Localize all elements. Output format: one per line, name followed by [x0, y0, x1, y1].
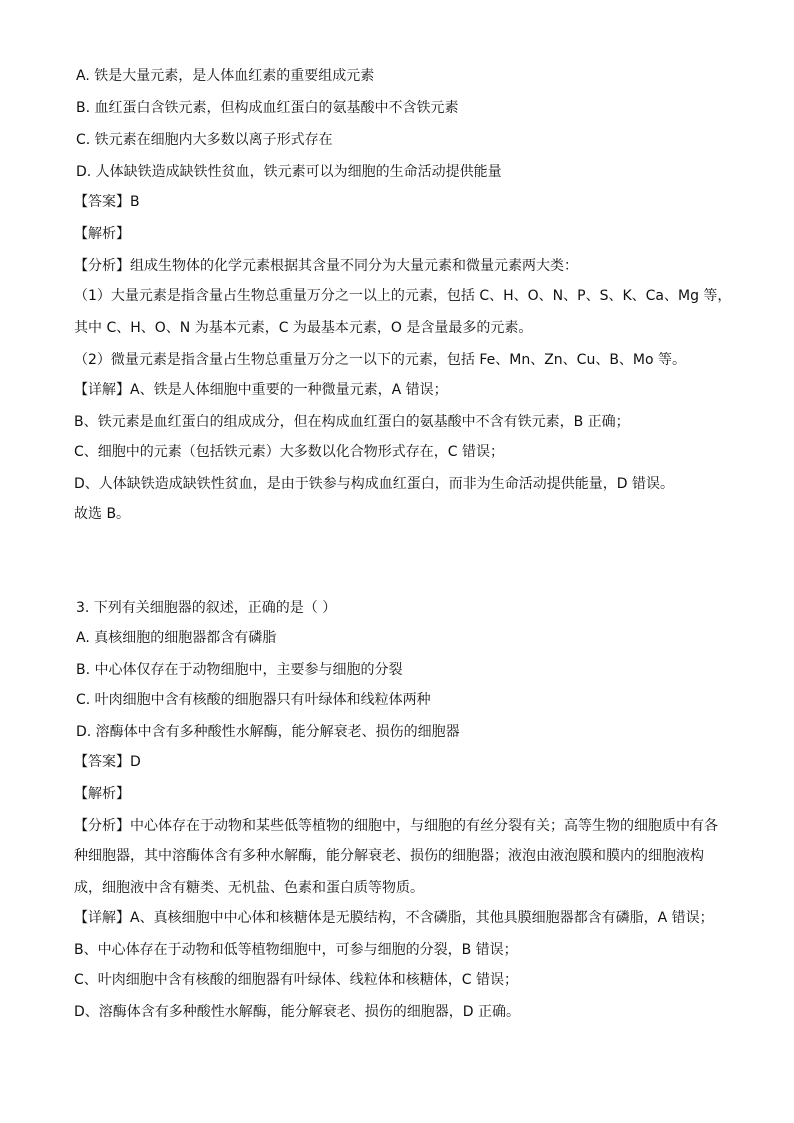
q2-option-b: B. 血红蛋白含铁元素，但构成血红蛋白的氨基酸中不含铁元素 [76, 100, 459, 116]
q3-detail-line-1: 【详解】A、真核细胞中中心体和核糖体是无膜结构，不含磷脂，其他具膜细胞器都含有磷脂，A 错误； [74, 910, 714, 926]
q3-detail-line-3: C、叶肉细胞中含有核酸的细胞器有叶绿体、线粒体和核糖体，C 错误； [74, 972, 518, 988]
q2-option-a: A. 铁是大量元素，是人体血红素的重要组成元素 [76, 68, 375, 84]
q3-option-b: B. 中心体仅存在于动物细胞中，主要参与细胞的分裂 [76, 662, 403, 678]
q2-answer: 【答案】B [74, 194, 140, 210]
q2-analysis-line-3: 其中 C、H、O、N 为基本元素，C 为最基本元素，O 是含量最多的元素。 [74, 320, 533, 336]
q3-analysis-line-1: 【分析】中心体存在于动物和某些低等植物的细胞中，与细胞的有丝分裂有关；高等生物的细胞质中有各 [74, 818, 718, 834]
q2-detail-line-2: B、铁元素是血红蛋白的组成成分，但在构成血红蛋白的氨基酸中不含有铁元素，B 正确； [74, 414, 630, 430]
q3-option-c: C. 叶肉细胞中含有核酸的细胞器只有叶绿体和线粒体两种 [76, 692, 431, 708]
q3-option-a: A. 真核细胞的细胞器都含有磷脂 [76, 630, 277, 646]
q3-option-d: D. 溶酶体中含有多种酸性水解酶，能分解衰老、损伤的细胞器 [76, 724, 460, 740]
q2-detail-line-1: 【详解】A、铁是人体细胞中重要的一种微量元素，A 错误； [74, 382, 448, 398]
q3-stem: 3. 下列有关细胞器的叙述，正确的是（ ） [76, 600, 337, 616]
q3-analysis-line-2: 种细胞器，其中溶酶体含有多种水解酶，能分解衰老、损伤的细胞器；液泡由液泡膜和膜内的细胞液构 [74, 848, 704, 864]
q3-analysis-label: 【解析】 [74, 786, 130, 802]
q2-analysis-line-1: 【分析】组成生物体的化学元素根据其含量不同分为大量元素和微量元素两大类： [74, 258, 578, 274]
q2-conclusion: 故选 B。 [74, 506, 131, 522]
q2-option-d: D. 人体缺铁造成缺铁性贫血，铁元素可以为细胞的生命活动提供能量 [76, 164, 502, 180]
q2-analysis-line-4: （2）微量元素是指含量占生物总重量万分之一以下的元素，包括 Fe、Mn、Zn、Cu、B、Mo 等。 [74, 352, 687, 368]
q3-answer: 【答案】D [74, 754, 141, 770]
q2-analysis-label: 【解析】 [74, 226, 130, 242]
q2-option-c: C. 铁元素在细胞内大多数以离子形式存在 [76, 132, 333, 148]
q2-detail-line-4: D、人体缺铁造成缺铁性贫血，是由于铁参与构成血红蛋白，而非为生命活动提供能量，D 错误。 [74, 476, 675, 492]
q3-detail-line-4: D、溶酶体含有多种酸性水解酶，能分解衰老、损伤的细胞器，D 正确。 [74, 1004, 521, 1020]
q3-detail-line-2: B、中心体存在于动物和低等植物细胞中，可参与细胞的分裂，B 错误； [74, 942, 518, 958]
q3-analysis-line-3: 成，细胞液中含有糖类、无机盐、色素和蛋白质等物质。 [74, 880, 424, 896]
q2-detail-line-3: C、细胞中的元素（包括铁元素）大多数以化合物形式存在，C 错误； [74, 444, 504, 460]
q2-analysis-line-2: （1）大量元素是指含量占生物总重量万分之一以上的元素，包括 C、H、O、N、P、S、K、Ca、Mg 等， [74, 288, 732, 304]
